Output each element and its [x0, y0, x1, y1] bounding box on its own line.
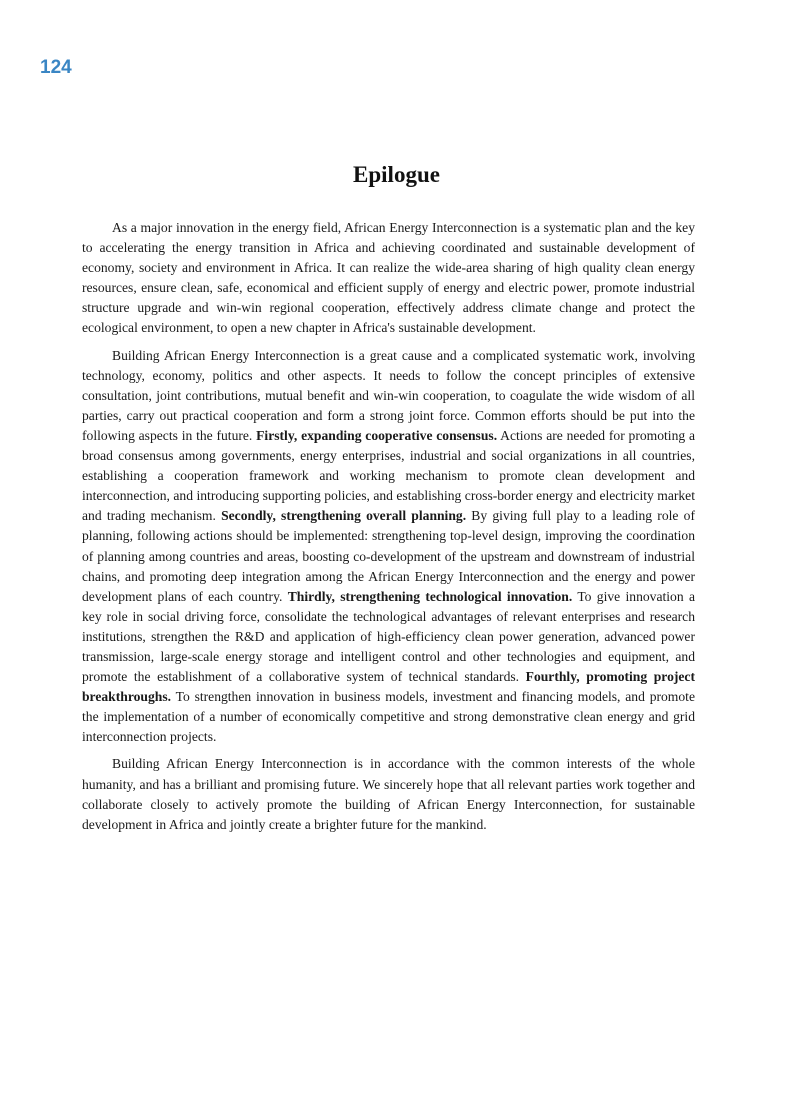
text-run: Building African Energy Interconnection is in accordance with the common interests of the whole humanity, and has a brilliant and promising future. We sincerely hope that all relevant parties work together and collaborate closely to actively promote the building of African Energy Interconnection, for sustainable development in Africa and jointly create a brighter future for the mankind.	[82, 756, 695, 832]
page-title: Epilogue	[353, 162, 440, 187]
bold-heading-phrase: Thirdly, strengthening technological innovation.	[287, 588, 573, 604]
body-text	[82, 218, 695, 842]
text-run: To give innovation a key role in social driving force, consolidate the technological advantages of relevant enterprises and research institutions, strengthen the R&D and application of high-efficiency clean power generation, advanced power transmission, large-scale energy storage and intelligent control and other technologies and equipment, and promote the establishment of a collaborative system of technical standards.	[82, 588, 695, 685]
text-run: Building African Energy Interconnection is a great cause and a complicated systematic work, involving technology, economy, politics and other aspects. It needs to follow the concept principles of extensive consultation, joint contributions, mutual benefit and win-win cooperation, to coagulate the wide wisdom of all parties, carry out practical cooperation and form a strong joint force. Common efforts should be put into the following aspects in the future.	[82, 347, 695, 443]
text-run: As a major innovation in the energy field, African Energy Interconnection is a systematic plan and the key to accelerating the energy transition in Africa and achieving coordinated and sustainable development of economy, society and environment in Africa. It can realize the wide-area sharing of high quality clean energy resources, ensure clean, safe, economical and efficient supply of energy and electric power, promote industrial structure upgrade and win-win regional cooperation, effectively address climate change and protect the ecological environment, to open a new chapter in Africa's sustainable development.	[82, 220, 695, 336]
text-run: Actions are needed for promoting a broad consensus among governments, energy enterprises, industrial and social organizations in all countries, establishing a cooperation framework and working mechanism to promote clean development and interconnection, and introducing supporting policies, and establishing cross-border energy and electricity market and trading mechanism.	[82, 427, 695, 524]
paragraph	[82, 218, 695, 339]
text-run: By giving full play to a leading role of planning, following actions should be implemented: strengthening top-level design, improving the coordination of planning among countries and areas, boosting co-development of the upstream and downstream of industrial chains, and promoting deep integration among the African Energy Interconnection and the energy and power development plans of each country.	[82, 508, 695, 604]
paragraph	[82, 754, 695, 834]
bold-heading-phrase: Secondly, strengthening overall planning.	[221, 508, 467, 524]
bold-heading-phrase: Firstly, expanding cooperative consensus.	[256, 427, 498, 443]
page-number: 124	[40, 57, 72, 78]
paragraph	[82, 346, 695, 748]
bold-heading-phrase: Fourthly, promoting project breakthroughs.	[82, 669, 695, 705]
text-run: To strengthen innovation in business models, investment and financing models, and promote the implementation of a number of economically competitive and strong demonstrative clean energy and grid interconnection projects.	[82, 689, 695, 745]
